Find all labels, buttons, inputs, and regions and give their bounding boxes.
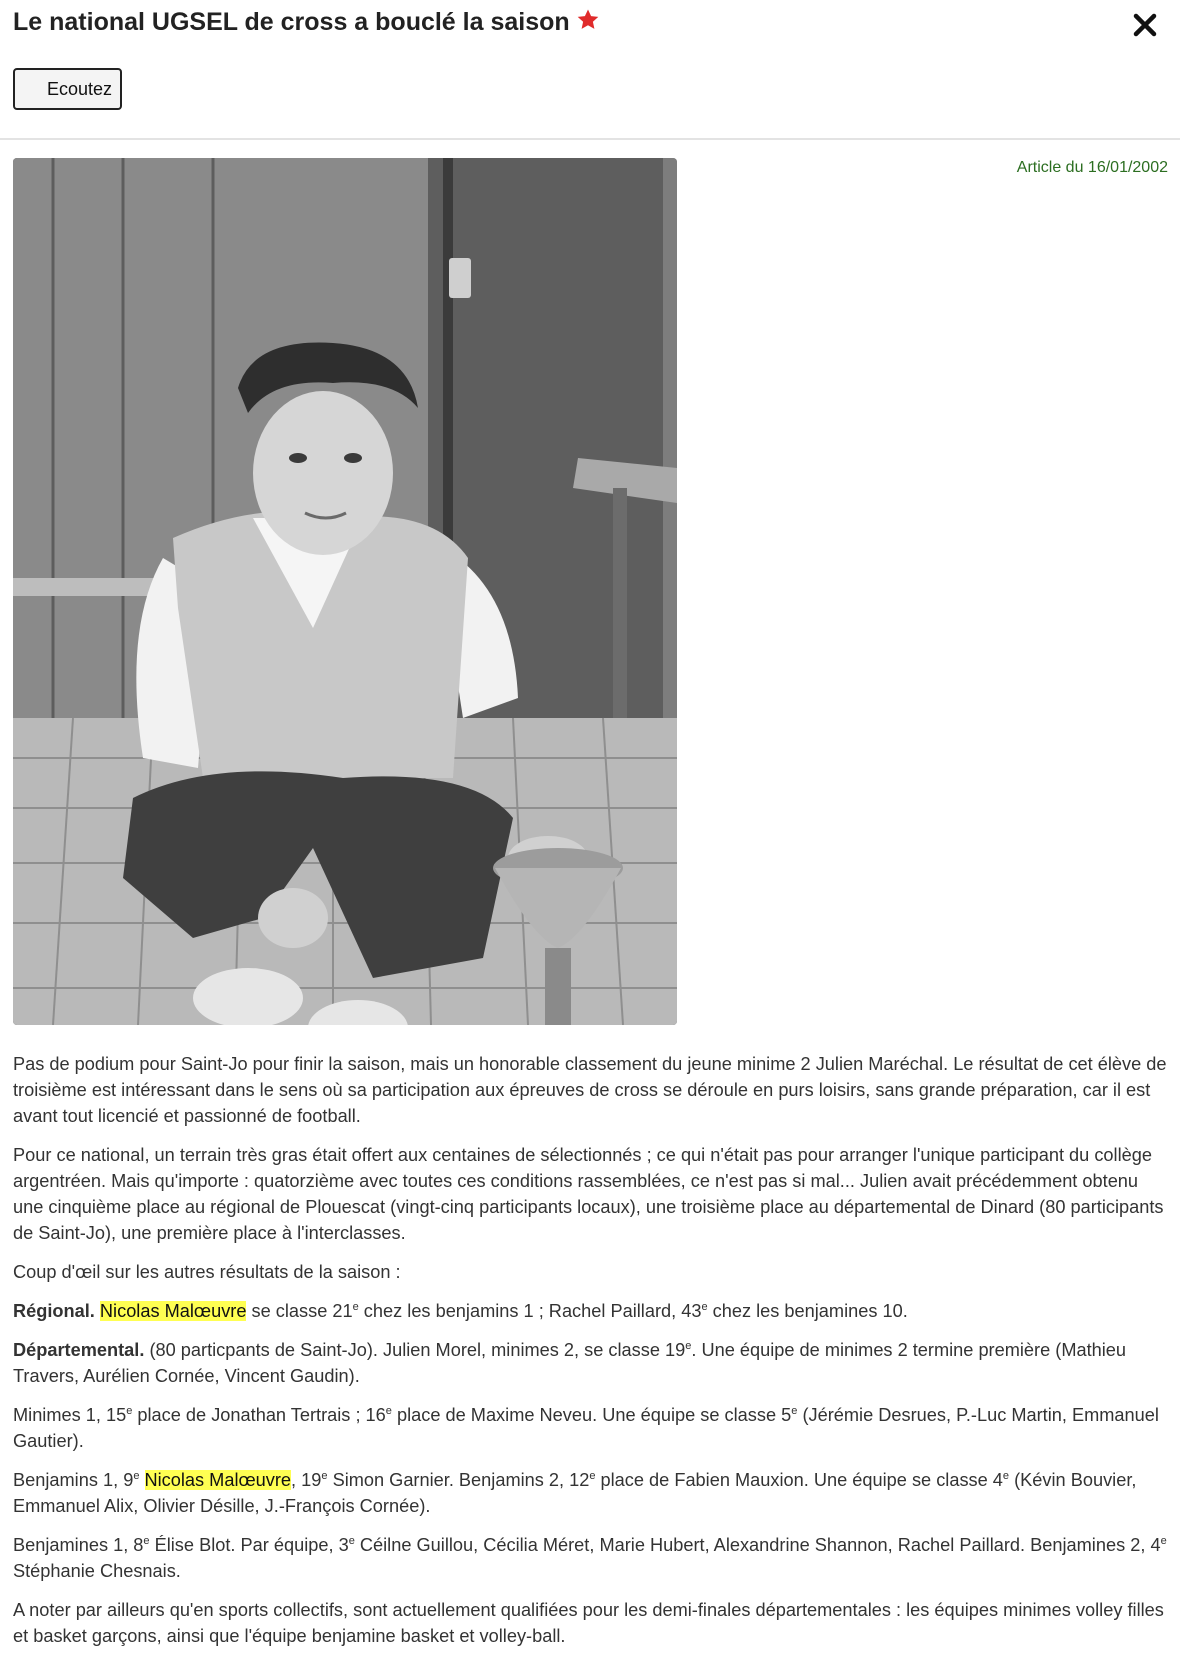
paragraph-regional: Régional. Nicolas Malœuvre se classe 21e chez les benjamins 1 ; Rachel Paillard, 43e chez les benjamines 10.	[13, 1301, 908, 1321]
highlighted-name: Nicolas Malœuvre	[144, 1470, 292, 1490]
article-title: Le national UGSEL de cross a bouclé la saison	[13, 8, 570, 36]
star-icon[interactable]	[576, 8, 600, 32]
article-photo	[13, 158, 677, 1025]
paragraph-benjamines: Benjamines 1, 8e Élise Blot. Par équipe, 3e Céilne Guillou, Cécilia Méret, Marie Hubert, Alexandrine Shannon, Rachel Paillard. Benjamines 2, 4e Stéphanie Chesnais.	[13, 1535, 1167, 1581]
paragraph-benjamins: Benjamins 1, 9e Nicolas Malœuvre, 19e Simon Garnier. Benjamins 2, 12e place de Fabien Mauxion. Une équipe se classe 4e (Kévin Bouvier, Emmanuel Alix, Olivier Désille, J.-François Cornée).	[13, 1470, 1137, 1516]
paragraph-national: Pour ce national, un terrain très gras était offert aux centaines de sélectionnés ; ce qui n'était pas pour arranger l'unique participant du collège argentréen. Mais qu'importe : quatorzième avec toutes ces conditions rassemblées, ce n'est pas si mal... Julien avait précédemment obtenu une cinquième place au régional de Plouescat (vingt-cinq participants locaux), une troisième place au départemental de Dinard (80 participants de Saint-Jo), une première place à l'interclasses.	[13, 1145, 1164, 1243]
page-title	[13, 8, 600, 37]
paragraph-results-intro: Coup d'œil sur les autres résultats de la saison :	[13, 1262, 401, 1282]
article-body	[13, 1051, 1170, 1662]
section-label-departemental: Départemental.	[13, 1340, 145, 1360]
article-header	[0, 0, 1180, 140]
paragraph-collective-sports: A noter par ailleurs qu'en sports collectifs, sont actuellement qualifiées pour les demi-finales départementales : les équipes minimes volley filles et basket garçons, ainsi que l'équipe benjamine basket et volley-ball.	[13, 1600, 1164, 1646]
paragraph-intro: Pas de podium pour Saint-Jo pour finir la saison, mais un honorable classement du jeune minime 2 Julien Maréchal. Le résultat de cet élève de troisième est intéressant dans le sens où sa participation aux épreuves de cross se déroule en purs loisirs, sans grande préparation, car il est avant tout licencié et passionné de football.	[13, 1054, 1167, 1126]
section-label-regional: Régional.	[13, 1301, 95, 1321]
highlighted-name: Nicolas Malœuvre	[99, 1301, 247, 1321]
paragraph-minimes: Minimes 1, 15e place de Jonathan Tertrais ; 16e place de Maxime Neveu. Une équipe se classe 5e (Jérémie Desrues, P.-Luc Martin, Emmanuel Gautier).	[13, 1405, 1159, 1451]
close-icon[interactable]	[1132, 12, 1158, 38]
article-date: Article du 16/01/2002	[1016, 159, 1168, 176]
listen-button[interactable]: Ecoutez	[13, 68, 122, 110]
paragraph-departemental: Départemental. (80 particpants de Saint-Jo). Julien Morel, minimes 2, se classe 19e. Une équipe de minimes 2 termine première (Mathieu Travers, Aurélien Cornée, Vincent Gaudin).	[13, 1340, 1127, 1386]
